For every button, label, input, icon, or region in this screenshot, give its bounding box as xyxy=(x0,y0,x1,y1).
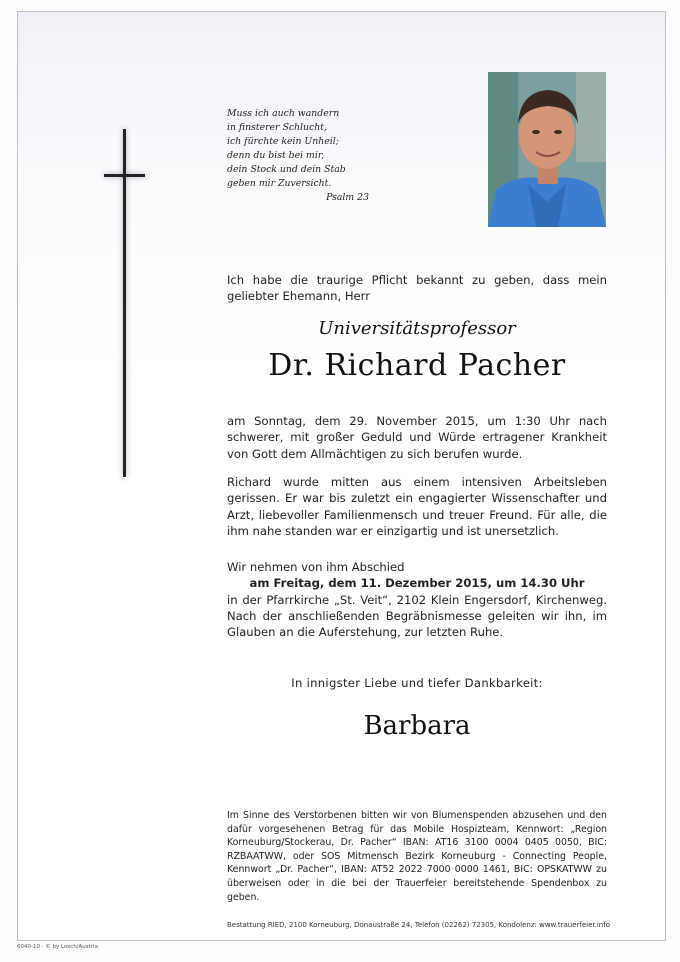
tribute-text: Richard wurde mitten aus einem intensiven Arbeitsleben gerissen. Er war bis zuletzt ein engagierter Wissenschafter und Arzt, liebevoller Familienmensch und treuer Freund. Für alle, die ihm nahe standen war er einzigartig und ist unersetzlich. xyxy=(227,475,607,538)
psalm-quote xyxy=(227,107,397,205)
psalm-line: Muss ich auch wandern xyxy=(227,108,340,119)
psalm-line: dein Stock und dein Stab xyxy=(227,164,346,175)
funeral-home-footer: Bestattung RIED, 2100 Korneuburg, Donaustraße 24, Telefon (02262) 72305, Kondolenz: www.trauerfeier.info xyxy=(227,921,610,929)
signer-name: Barbara xyxy=(363,711,471,741)
donation-request: Im Sinne des Verstorbenen bitten wir von Blumenspenden abzusehen und den dafür vorgesehenen Betrag für das Mobile Hospizteam, Kennwort: „Region Korneuburg/Stockerau, Dr. Pacher“ IBAN: AT16 3100 0004 0405 0050, BIC: RZBAATWW, oder SOS Mitmensch Bezirk Korneuburg - Connecting People, Kennwort „Dr. Pacher“, IBAN: AT52 2022 7000 0000 1461, BIC: OPSKATWW zu überweisen oder in die bei der Trauerfeier bereitstehende Spendenbox zu geben. xyxy=(227,810,607,903)
funeral-details: in der Pfarrkirche „St. Veit“, 2102 Klein Engersdorf, Kirchenweg. Nach der anschließenden Begräbnismesse geleiten wir ihn, im Glauben an die Auferstehung, zur letzten Ruhe. xyxy=(227,592,607,640)
psalm-line: geben mir Zuversicht. xyxy=(227,178,332,189)
closing-line: In innigster Liebe und tiefer Dankbarkeit: xyxy=(291,676,543,690)
psalm-line: in finsterer Schlucht, xyxy=(227,122,327,133)
farewell-block xyxy=(227,559,607,640)
portrait-photo xyxy=(488,72,606,227)
farewell-intro: Wir nehmen von ihm Abschied xyxy=(227,560,405,574)
cross-icon-bar xyxy=(104,174,145,177)
psalm-line: denn du bist bei mir, xyxy=(227,150,325,161)
funeral-date: am Freitag, dem 11. Dezember 2015, um 14.30 Uhr xyxy=(249,576,585,591)
cross-icon xyxy=(123,129,126,477)
psalm-line: ich fürchte kein Unheil; xyxy=(227,136,339,147)
intro-text: Ich habe die traurige Pflicht bekannt zu geben, dass mein geliebter Ehemann, Herr xyxy=(227,273,607,304)
deceased-name: Dr. Richard Pacher xyxy=(268,348,566,383)
death-notice: am Sonntag, dem 29. November 2015, um 1:30 Uhr nach schwerer, mit großer Geduld und Würde ertragener Krankheit von Gott dem Allmächtigen zu sich berufen wurde. xyxy=(227,414,607,461)
deceased-title: Universitätsprofessor xyxy=(318,318,516,339)
psalm-reference: Psalm 23 xyxy=(326,192,369,203)
print-code: 6040-10 · © by Losch/Austria xyxy=(17,944,98,950)
